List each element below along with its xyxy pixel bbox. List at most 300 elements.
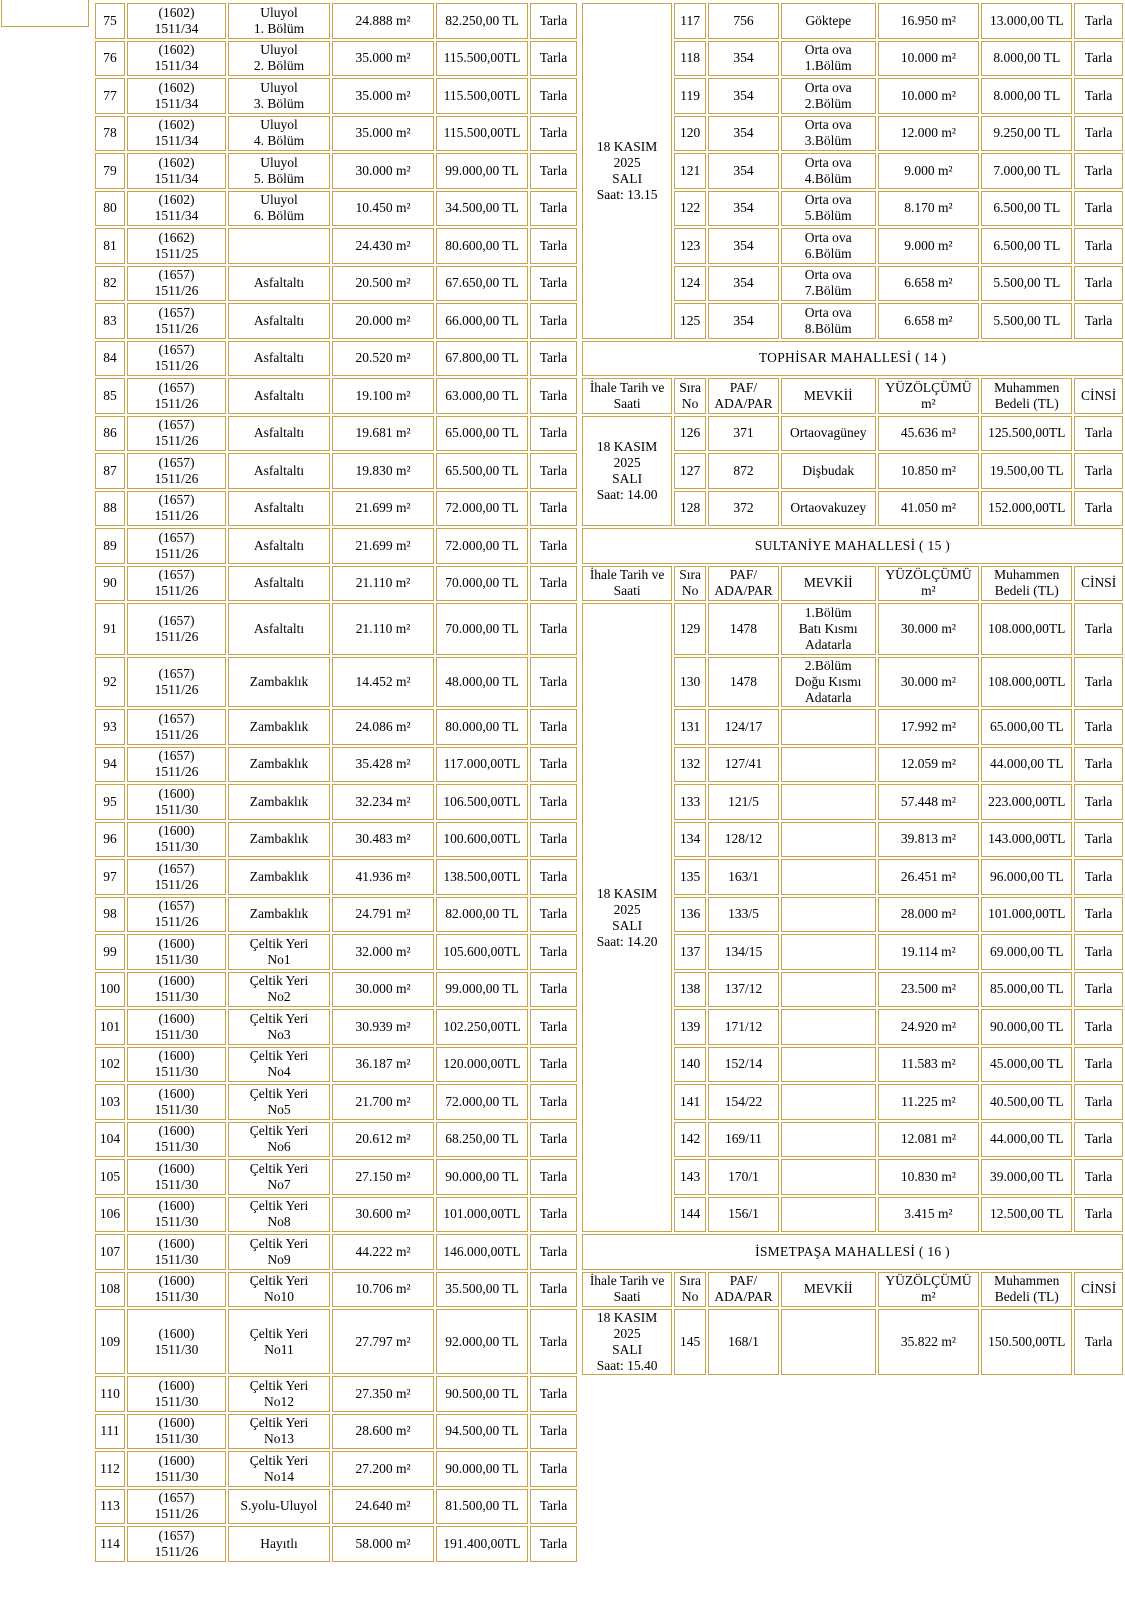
estimated-price-cell: 8.000,00 TL: [981, 78, 1072, 114]
estimated-price-cell: 146.000,00TL: [436, 1234, 528, 1270]
table-row: [582, 3, 1123, 39]
row-number-cell: 128: [674, 491, 706, 527]
location-cell: [781, 784, 876, 820]
parcel-ref-cell: 354: [708, 191, 779, 227]
left-parcel-table: [93, 1, 579, 1564]
location-cell: Asfaltaltı: [228, 603, 330, 655]
location-cell: Uluyol 2. Bölüm: [228, 41, 330, 77]
parcel-ref-cell: 756: [708, 3, 779, 39]
area-cell: 14.452 m²: [332, 657, 434, 707]
area-cell: 10.450 m²: [332, 191, 434, 227]
type-cell: Tarla: [530, 528, 577, 564]
area-cell: 44.222 m²: [332, 1234, 434, 1270]
area-cell: 30.483 m²: [332, 822, 434, 858]
type-cell: Tarla: [530, 1122, 577, 1158]
type-header: CİNSİ: [1074, 566, 1123, 602]
area-cell: 39.813 m²: [878, 822, 980, 858]
parcel-ref-cell: 354: [708, 228, 779, 264]
type-cell: Tarla: [530, 1009, 577, 1045]
table-row: [95, 1159, 577, 1195]
row-number-cell: 79: [95, 153, 125, 189]
estimated-price-cell: 44.000,00 TL: [981, 1122, 1072, 1158]
area-cell: 21.699 m²: [332, 528, 434, 564]
parcel-ref-cell: (1657) 1511/26: [127, 528, 226, 564]
area-cell: 19.681 m²: [332, 416, 434, 452]
location-cell: Asfaltaltı: [228, 266, 330, 302]
row-number-cell: 78: [95, 116, 125, 152]
parcel-ref-cell: (1602) 1511/34: [127, 116, 226, 152]
location-cell: Asfaltaltı: [228, 566, 330, 602]
price-header: Muhammen Bedeli (TL): [981, 378, 1072, 414]
parcel-ref-cell: 170/1: [708, 1159, 779, 1195]
estimated-price-cell: 191.400,00TL: [436, 1526, 528, 1562]
row-number-cell: 91: [95, 603, 125, 655]
type-cell: Tarla: [530, 784, 577, 820]
row-number-cell: 138: [674, 972, 706, 1008]
table-row: [95, 822, 577, 858]
type-cell: Tarla: [1074, 897, 1123, 933]
table-row: [95, 1009, 577, 1045]
type-cell: Tarla: [530, 1197, 577, 1233]
area-cell: 9.000 m²: [878, 153, 980, 189]
location-cell: Zambaklık: [228, 822, 330, 858]
parcel-ref-cell: 133/5: [708, 897, 779, 933]
location-cell: 2.Bölüm Doğu Kısmı Adatarla: [781, 657, 876, 707]
table-row: [95, 1376, 577, 1412]
area-cell: 20.000 m²: [332, 303, 434, 339]
type-cell: Tarla: [1074, 1309, 1123, 1375]
area-cell: 11.225 m²: [878, 1084, 980, 1120]
location-cell: Zambaklık: [228, 859, 330, 895]
row-number-cell: 107: [95, 1234, 125, 1270]
type-cell: Tarla: [530, 1451, 577, 1487]
estimated-price-cell: 6.500,00 TL: [981, 191, 1072, 227]
parcel-ref-cell: (1657) 1511/26: [127, 1489, 226, 1525]
row-number-cell: 86: [95, 416, 125, 452]
location-cell: Uluyol 1. Bölüm: [228, 3, 330, 39]
table-row: [95, 491, 577, 527]
type-cell: Tarla: [1074, 784, 1123, 820]
table-row: [95, 453, 577, 489]
row-number-cell: 95: [95, 784, 125, 820]
location-cell: Orta ova 4.Bölüm: [781, 153, 876, 189]
row-number-cell: 109: [95, 1309, 125, 1374]
estimated-price-cell: 6.500,00 TL: [981, 228, 1072, 264]
area-cell: 16.950 m²: [878, 3, 980, 39]
auction-time-cell: 18 KASIM 2025 SALI Saat: 13.15: [582, 3, 672, 339]
estimated-price-cell: 108.000,00TL: [981, 603, 1072, 655]
table-row: [95, 1197, 577, 1233]
row-number-cell: 76: [95, 41, 125, 77]
area-cell: 21.110 m²: [332, 566, 434, 602]
table-row: [95, 153, 577, 189]
location-cell: Uluyol 6. Bölüm: [228, 191, 330, 227]
location-cell: Göktepe: [781, 3, 876, 39]
table-header-row: [582, 566, 1123, 602]
table-row: [95, 1489, 577, 1525]
estimated-price-cell: 102.250,00TL: [436, 1009, 528, 1045]
type-cell: Tarla: [1074, 228, 1123, 264]
location-header: MEVKİİ: [781, 1272, 876, 1308]
table-header-row: [582, 378, 1123, 414]
location-cell: Zambaklık: [228, 709, 330, 745]
type-cell: Tarla: [530, 1272, 577, 1308]
area-cell: 24.086 m²: [332, 709, 434, 745]
parcel-ref-cell: 127/41: [708, 747, 779, 783]
parcel-ref-cell: (1657) 1511/26: [127, 603, 226, 655]
row-number-cell: 124: [674, 266, 706, 302]
estimated-price-cell: 67.650,00 TL: [436, 266, 528, 302]
estimated-price-cell: 81.500,00 TL: [436, 1489, 528, 1525]
area-cell: 27.200 m²: [332, 1451, 434, 1487]
price-header: Muhammen Bedeli (TL): [981, 1272, 1072, 1308]
estimated-price-cell: 152.000,00TL: [981, 491, 1072, 527]
estimated-price-cell: 117.000,00TL: [436, 747, 528, 783]
area-cell: 35.822 m²: [878, 1309, 980, 1375]
parcel-ref-cell: (1602) 1511/34: [127, 41, 226, 77]
row-number-cell: 111: [95, 1414, 125, 1450]
estimated-price-cell: 90.000,00 TL: [436, 1451, 528, 1487]
estimated-price-cell: 44.000,00 TL: [981, 747, 1072, 783]
location-cell: [781, 709, 876, 745]
type-cell: Tarla: [1074, 416, 1123, 452]
table-row: [95, 934, 577, 970]
row-number-cell: 101: [95, 1009, 125, 1045]
estimated-price-cell: 7.000,00 TL: [981, 153, 1072, 189]
type-cell: Tarla: [530, 897, 577, 933]
row-number-cell: 122: [674, 191, 706, 227]
estimated-price-cell: 115.500,00TL: [436, 78, 528, 114]
row-number-cell: 98: [95, 897, 125, 933]
estimated-price-cell: 12.500,00 TL: [981, 1197, 1072, 1233]
row-number-cell: 118: [674, 41, 706, 77]
type-cell: Tarla: [530, 491, 577, 527]
type-cell: Tarla: [1074, 747, 1123, 783]
row-number-cell: 143: [674, 1159, 706, 1195]
location-cell: Çeltik Yeri No10: [228, 1272, 330, 1308]
table-header-row: [582, 1272, 1123, 1308]
estimated-price-cell: 40.500,00 TL: [981, 1084, 1072, 1120]
location-cell: Çeltik Yeri No8: [228, 1197, 330, 1233]
estimated-price-cell: 68.250,00 TL: [436, 1122, 528, 1158]
area-cell: 27.150 m²: [332, 1159, 434, 1195]
estimated-price-cell: 65.000,00 TL: [981, 709, 1072, 745]
type-cell: Tarla: [1074, 934, 1123, 970]
parcel-ref-cell: 354: [708, 303, 779, 339]
parcel-ref-cell: 354: [708, 78, 779, 114]
table-row: [582, 1309, 1123, 1375]
section-title: SULTANİYE MAHALLESİ ( 15 ): [582, 528, 1123, 564]
location-cell: Dişbudak: [781, 453, 876, 489]
table-row: [95, 747, 577, 783]
table-row: [95, 1309, 577, 1374]
parcel-ref-cell: (1600) 1511/30: [127, 1197, 226, 1233]
estimated-price-cell: 69.000,00 TL: [981, 934, 1072, 970]
type-cell: Tarla: [1074, 822, 1123, 858]
type-cell: Tarla: [530, 191, 577, 227]
type-cell: Tarla: [530, 303, 577, 339]
estimated-price-cell: 67.800,00 TL: [436, 341, 528, 377]
location-cell: [781, 1047, 876, 1083]
type-cell: Tarla: [530, 859, 577, 895]
row-number-cell: 89: [95, 528, 125, 564]
location-cell: Çeltik Yeri No7: [228, 1159, 330, 1195]
row-number-cell: 123: [674, 228, 706, 264]
row-number-cell: 77: [95, 78, 125, 114]
row-number-cell: 96: [95, 822, 125, 858]
location-cell: Hayıtlı: [228, 1526, 330, 1562]
row-number-cell: 99: [95, 934, 125, 970]
auction-time-cell: 18 KASIM 2025 SALI Saat: 15.40: [582, 1309, 672, 1375]
row-number-cell: 80: [95, 191, 125, 227]
location-cell: Orta ova 5.Bölüm: [781, 191, 876, 227]
row-number-cell: 140: [674, 1047, 706, 1083]
row-number-cell: 134: [674, 822, 706, 858]
estimated-price-cell: 45.000,00 TL: [981, 1047, 1072, 1083]
row-number-cell: 114: [95, 1526, 125, 1562]
type-cell: Tarla: [530, 378, 577, 414]
parcel-ref-cell: 169/11: [708, 1122, 779, 1158]
table-row: [95, 303, 577, 339]
location-cell: Çeltik Yeri No12: [228, 1376, 330, 1412]
location-cell: [781, 1084, 876, 1120]
area-header: YÜZÖLÇÜMÜ m²: [878, 566, 980, 602]
sequence-header: Sıra No: [674, 378, 706, 414]
table-row: [95, 3, 577, 39]
location-cell: Orta ova 8.Bölüm: [781, 303, 876, 339]
type-cell: Tarla: [530, 1309, 577, 1374]
table-row: [95, 566, 577, 602]
type-cell: Tarla: [1074, 3, 1123, 39]
table-row: [95, 266, 577, 302]
row-number-cell: 137: [674, 934, 706, 970]
location-cell: Çeltik Yeri No11: [228, 1309, 330, 1374]
parcel-ref-cell: 137/12: [708, 972, 779, 1008]
location-cell: Asfaltaltı: [228, 303, 330, 339]
row-number-cell: 110: [95, 1376, 125, 1412]
area-cell: 11.583 m²: [878, 1047, 980, 1083]
location-cell: [781, 822, 876, 858]
parcel-header: PAF/ ADA/PAR: [708, 1272, 779, 1308]
sequence-header: Sıra No: [674, 566, 706, 602]
parcel-ref-cell: (1600) 1511/30: [127, 1309, 226, 1374]
parcel-ref-cell: (1600) 1511/30: [127, 972, 226, 1008]
estimated-price-cell: 65.000,00 TL: [436, 416, 528, 452]
type-cell: Tarla: [1074, 116, 1123, 152]
parcel-ref-cell: (1600) 1511/30: [127, 784, 226, 820]
location-cell: Ortaovagüney: [781, 416, 876, 452]
location-cell: Asfaltaltı: [228, 378, 330, 414]
estimated-price-cell: 100.600,00TL: [436, 822, 528, 858]
estimated-price-cell: 5.500,00 TL: [981, 266, 1072, 302]
location-cell: Orta ova 2.Bölüm: [781, 78, 876, 114]
estimated-price-cell: 94.500,00 TL: [436, 1414, 528, 1450]
estimated-price-cell: 72.000,00 TL: [436, 528, 528, 564]
location-cell: [781, 1009, 876, 1045]
section-title: TOPHİSAR MAHALLESİ ( 14 ): [582, 341, 1123, 377]
area-cell: 20.500 m²: [332, 266, 434, 302]
parcel-ref-cell: (1602) 1511/34: [127, 78, 226, 114]
area-cell: 12.081 m²: [878, 1122, 980, 1158]
auction-time-cell: 18 KASIM 2025 SALI Saat: 14.00: [582, 416, 672, 527]
table-row: [582, 603, 1123, 655]
row-number-cell: 125: [674, 303, 706, 339]
area-cell: 3.415 m²: [878, 1197, 980, 1233]
type-cell: Tarla: [530, 228, 577, 264]
parcel-ref-cell: (1657) 1511/26: [127, 859, 226, 895]
row-number-cell: 127: [674, 453, 706, 489]
estimated-price-cell: 150.500,00TL: [981, 1309, 1072, 1375]
row-number-cell: 94: [95, 747, 125, 783]
area-cell: 19.830 m²: [332, 453, 434, 489]
type-cell: Tarla: [1074, 1084, 1123, 1120]
table-row: [95, 897, 577, 933]
parcel-ref-cell: 354: [708, 41, 779, 77]
parcel-ref-cell: 168/1: [708, 1309, 779, 1375]
area-cell: 6.658 m²: [878, 266, 980, 302]
area-cell: 9.000 m²: [878, 228, 980, 264]
parcel-ref-cell: (1657) 1511/26: [127, 491, 226, 527]
type-cell: Tarla: [1074, 657, 1123, 707]
auction-date-header: İhale Tarih ve Saati: [582, 566, 672, 602]
area-cell: 57.448 m²: [878, 784, 980, 820]
location-cell: [228, 228, 330, 264]
location-cell: Çeltik Yeri No9: [228, 1234, 330, 1270]
location-header: MEVKİİ: [781, 378, 876, 414]
area-cell: 35.000 m²: [332, 41, 434, 77]
row-number-cell: 75: [95, 3, 125, 39]
parcel-ref-cell: 152/14: [708, 1047, 779, 1083]
parcel-ref-cell: 1478: [708, 657, 779, 707]
parcel-ref-cell: (1657) 1511/26: [127, 378, 226, 414]
table-row: [95, 1047, 577, 1083]
area-cell: 24.430 m²: [332, 228, 434, 264]
area-cell: 35.000 m²: [332, 116, 434, 152]
type-cell: Tarla: [1074, 709, 1123, 745]
row-number-cell: 87: [95, 453, 125, 489]
location-cell: Orta ova 1.Bölüm: [781, 41, 876, 77]
type-cell: Tarla: [1074, 1009, 1123, 1045]
estimated-price-cell: 82.000,00 TL: [436, 897, 528, 933]
location-cell: Çeltik Yeri No5: [228, 1084, 330, 1120]
estimated-price-cell: 90.500,00 TL: [436, 1376, 528, 1412]
type-header: CİNSİ: [1074, 378, 1123, 414]
location-cell: Çeltik Yeri No1: [228, 934, 330, 970]
type-cell: Tarla: [1074, 191, 1123, 227]
estimated-price-cell: 48.000,00 TL: [436, 657, 528, 707]
location-cell: [781, 1122, 876, 1158]
parcel-ref-cell: (1600) 1511/30: [127, 1451, 226, 1487]
row-number-cell: 126: [674, 416, 706, 452]
parcel-ref-cell: (1657) 1511/26: [127, 453, 226, 489]
location-cell: [781, 1309, 876, 1375]
area-cell: 24.920 m²: [878, 1009, 980, 1045]
parcel-ref-cell: 371: [708, 416, 779, 452]
type-cell: Tarla: [530, 453, 577, 489]
table-row: [95, 41, 577, 77]
area-cell: 41.936 m²: [332, 859, 434, 895]
type-cell: Tarla: [530, 1084, 577, 1120]
estimated-price-cell: 82.250,00 TL: [436, 3, 528, 39]
type-cell: Tarla: [530, 972, 577, 1008]
type-cell: Tarla: [1074, 41, 1123, 77]
area-cell: 17.992 m²: [878, 709, 980, 745]
area-cell: 12.000 m²: [878, 116, 980, 152]
estimated-price-cell: 99.000,00 TL: [436, 153, 528, 189]
table-row: [95, 603, 577, 655]
type-cell: Tarla: [530, 1159, 577, 1195]
type-cell: Tarla: [530, 747, 577, 783]
right-parcel-table: [580, 1, 1125, 1377]
area-cell: 41.050 m²: [878, 491, 980, 527]
auction-time-cell: 18 KASIM 2025 SALI Saat: 14.20: [582, 603, 672, 1232]
type-cell: Tarla: [530, 1376, 577, 1412]
estimated-price-cell: 120.000,00TL: [436, 1047, 528, 1083]
location-cell: [781, 1159, 876, 1195]
type-cell: Tarla: [1074, 859, 1123, 895]
area-cell: 36.187 m²: [332, 1047, 434, 1083]
location-cell: S.yolu-Uluyol: [228, 1489, 330, 1525]
estimated-price-cell: 13.000,00 TL: [981, 3, 1072, 39]
parcel-ref-cell: (1600) 1511/30: [127, 822, 226, 858]
type-cell: Tarla: [530, 416, 577, 452]
location-cell: Çeltik Yeri No14: [228, 1451, 330, 1487]
row-number-cell: 120: [674, 116, 706, 152]
type-cell: Tarla: [1074, 453, 1123, 489]
table-row: [95, 657, 577, 707]
parcel-ref-cell: (1600) 1511/30: [127, 934, 226, 970]
parcel-ref-cell: (1657) 1511/26: [127, 341, 226, 377]
row-number-cell: 104: [95, 1122, 125, 1158]
parcel-ref-cell: (1657) 1511/26: [127, 709, 226, 745]
estimated-price-cell: 70.000,00 TL: [436, 566, 528, 602]
row-number-cell: 106: [95, 1197, 125, 1233]
row-number-cell: 117: [674, 3, 706, 39]
estimated-price-cell: 72.000,00 TL: [436, 1084, 528, 1120]
table-row: [95, 416, 577, 452]
area-header: YÜZÖLÇÜMÜ m²: [878, 1272, 980, 1308]
parcel-ref-cell: 134/15: [708, 934, 779, 970]
area-cell: 19.114 m²: [878, 934, 980, 970]
parcel-ref-cell: (1600) 1511/30: [127, 1009, 226, 1045]
area-cell: 21.699 m²: [332, 491, 434, 527]
row-number-cell: 145: [674, 1309, 706, 1375]
parcel-ref-cell: (1662) 1511/25: [127, 228, 226, 264]
parcel-ref-cell: (1600) 1511/30: [127, 1234, 226, 1270]
row-number-cell: 100: [95, 972, 125, 1008]
estimated-price-cell: 105.600,00TL: [436, 934, 528, 970]
row-number-cell: 81: [95, 228, 125, 264]
table-row: [95, 78, 577, 114]
parcel-ref-cell: 354: [708, 153, 779, 189]
row-number-cell: 142: [674, 1122, 706, 1158]
location-cell: Çeltik Yeri No4: [228, 1047, 330, 1083]
parcel-ref-cell: (1657) 1511/26: [127, 303, 226, 339]
location-cell: Zambaklık: [228, 747, 330, 783]
parcel-ref-cell: 124/17: [708, 709, 779, 745]
type-cell: Tarla: [530, 657, 577, 707]
area-cell: 45.636 m²: [878, 416, 980, 452]
estimated-price-cell: 101.000,00TL: [981, 897, 1072, 933]
location-cell: Çeltik Yeri No13: [228, 1414, 330, 1450]
table-row: [95, 1414, 577, 1450]
row-number-cell: 83: [95, 303, 125, 339]
row-number-cell: 84: [95, 341, 125, 377]
area-cell: 30.000 m²: [332, 972, 434, 1008]
row-number-cell: 129: [674, 603, 706, 655]
area-cell: 6.658 m²: [878, 303, 980, 339]
parcel-ref-cell: (1657) 1511/26: [127, 1526, 226, 1562]
